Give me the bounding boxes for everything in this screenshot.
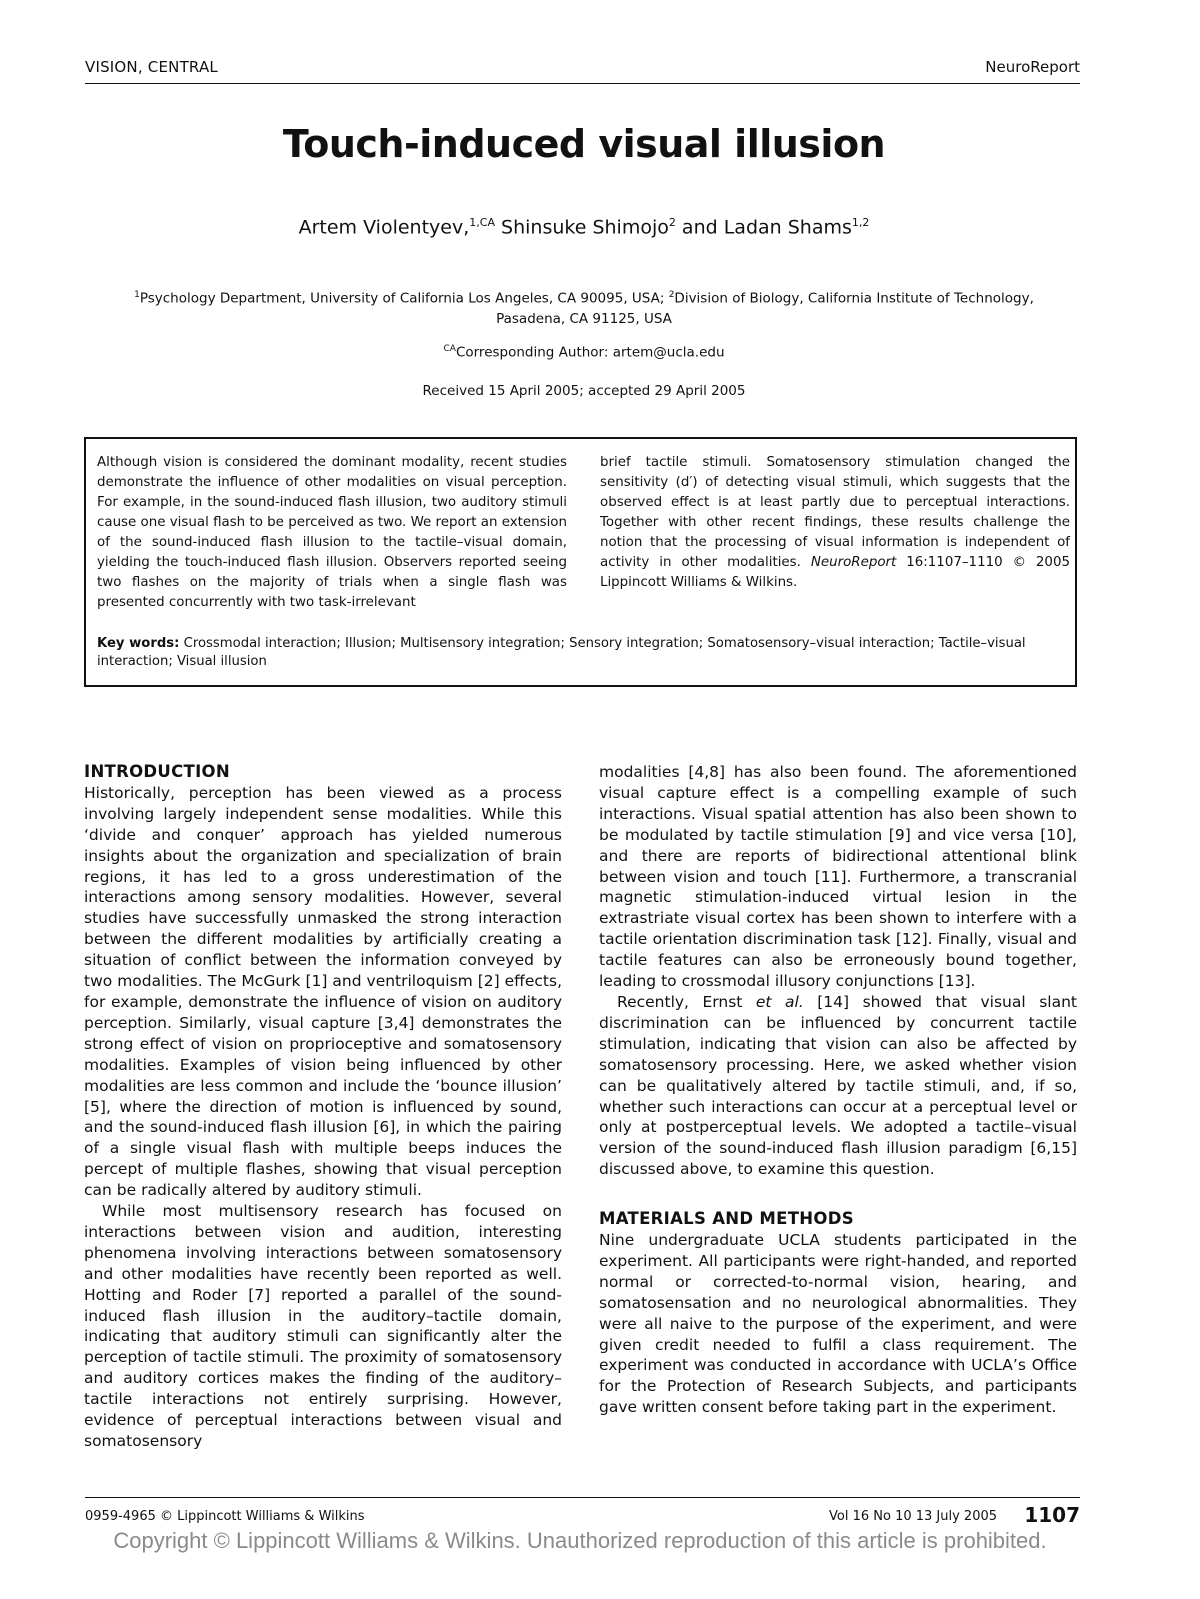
paragraph-text: Recently, Ernst (617, 992, 743, 1011)
footer-volume: Vol 16 No 10 13 July 2005 (829, 1509, 998, 1524)
keywords (97, 635, 1067, 671)
author-name: Artem Violentyev, (298, 216, 470, 239)
paragraph: While most multisensory research has focused on interactions between vision and audition, interesting phenomena involving interactions between somatosensory and other modalities have recently been reported as well. Hotting and Roder [7] reported a parallel of the sound-induced flash illusion in the auditory–tactile domain, indicating that auditory stimuli can significantly alter the perception of tactile stimuli. The proximity of somatosensory and auditory cortices makes the finding of the auditory–tactile interactions not entirely surprising. However, evidence of perceptual interactions between visual and somatosensory (84, 1202, 562, 1450)
author-affiliation-mark: 1,CA (469, 216, 495, 229)
received-dates: Received 15 April 2005; accepted 29 April 2005 (422, 383, 746, 399)
affiliation-mark: 2 (668, 290, 675, 300)
author-list (0, 216, 1168, 238)
article-title: Touch-induced visual illusion (282, 122, 886, 166)
author-affiliation-mark: 1,2 (851, 216, 870, 229)
corresponding-text: Corresponding Author: artem@ucla.edu (455, 344, 725, 361)
keywords-label: Key words: (97, 636, 180, 651)
author-name: Shinsuke Shimojo (501, 216, 669, 239)
body-left-column (84, 762, 562, 1452)
body-right-column (599, 762, 1077, 1418)
affiliation-text: Psychology Department, University of California Los Angeles, CA 90095, USA; (139, 290, 665, 307)
citation-details: 16:1107–1110 © 2005 Lippincott Williams & Wilkins. (600, 555, 1070, 590)
affiliation-mark: 1 (134, 290, 140, 300)
paragraph: modalities [4,8] has also been found. The aforementioned visual capture effect is a compelling example of such interactions. Visual spatial attention has also been shown to be modulated by tactile stimulation [9] and vice versa [10], and there are reports of bidirectional attentional blink between vision and touch [11]. Furthermore, a transcranial magnetic stimulation-induced virtual lesion in the extrastriate visual cortex has been shown to interfere with a tactile orientation discrimination task [12]. Finally, visual and tactile features can also be erroneously bound together, leading to crossmodal illusory conjunctions [13]. (599, 763, 1077, 991)
section-heading: MATERIALS AND METHODS (599, 1209, 854, 1229)
abstract-box (84, 437, 1077, 687)
copyright-notice: Copyright © Lippincott Williams & Wilkins. Unauthorized reproduction of this article is prohibited. (113, 1528, 1047, 1553)
footer-rule (85, 1497, 1080, 1498)
affiliation-text: Division of Biology, California Institute of Technology, Pasadena, CA 91125, USA (496, 290, 1034, 327)
footer-issn: 0959-4965 © Lippincott Williams & Wilkins (85, 1509, 365, 1524)
running-head-section: VISION, CENTRAL (85, 58, 218, 76)
header-rule (85, 83, 1080, 84)
paragraph: Historically, perception has been viewed as a process involving largely independent sense modalities. While this ‘divide and conquer’ approach has yielded numerous insights about the organization and specialization of brain regions, it has led to a gross underestimation of the interactions among sensory modalities. However, several studies have successfully unmasked the strong interaction between the different modalities by artificially creating a situation of conflict between the information conveyed by two modalities. The McGurk [1] and ventriloquism [2] effects, for example, demonstrate the influence of vision on auditory perception. Similarly, visual capture [3,4] demonstrates the strong effect of vision on proprioceptive and somatosensory modalities. Examples of vision being influenced by other modalities are less common and include the ‘bounce illusion’ [5], where the direction of motion is influenced by sound, and the sound-induced flash illusion [6], in which the pairing of a single visual flash with multiple beeps induces the percept of multiple flashes, showing that visual perception can be radically altered by auditory stimuli. (84, 783, 562, 1200)
affiliations (110, 285, 1058, 329)
paragraph: Nine undergraduate UCLA students participated in the experiment. All participants were right-handed, and reported normal or corrected-to-normal vision, hearing, and somatosensation and no neurological abnormalities. They were all naive to the purpose of the experiment, and were given credit needed to fulfil a class requirement. The experiment was conducted in accordance with UCLA’s Office for the Protection of Research Subjects, and participants gave written consent before taking part in the experiment. (599, 1231, 1077, 1417)
section-heading: INTRODUCTION (84, 762, 230, 781)
author-name: Ladan Shams (723, 216, 852, 239)
author-affiliation-mark: 2 (668, 216, 676, 229)
corresponding-mark: CA (443, 344, 456, 354)
et-al: et al. (755, 992, 804, 1011)
section-gap (599, 1180, 1077, 1209)
citation-journal: NeuroReport (810, 555, 897, 570)
author-conjunction: and (681, 216, 718, 239)
abstract-right-column (600, 453, 1070, 593)
page-number: 1107 (1024, 1503, 1080, 1527)
abstract-text: brief tactile stimuli. Somatosensory stimulation changed the sensitivity (d′) of detecting visual stimuli, which suggests that the observed effect is at least partly due to perceptual interactions. Together with other recent findings, these results challenge the notion that the processing of visual information is independent of activity in other modalities. (600, 455, 1070, 570)
corresponding-author (0, 344, 1168, 361)
paragraph (599, 992, 1077, 1180)
keywords-text: Crossmodal interaction; Illusion; Multisensory integration; Sensory integration; Somatosensory–visual interaction; Tactile–visual interaction; Visual illusion (97, 636, 1026, 669)
paragraph-text: [14] showed that visual slant discrimination can be influenced by concurrent tactile stimulation, indicating that vision can also be affected by somatosensory processing. Here, we asked whether vision can be qualitatively altered by tactile stimuli, and, if so, whether such interactions can occur at a perceptual level or only at postperceptual levels. We adopted a tactile–visual version of the sound-induced flash illusion paradigm [6,15] discussed above, to examine this question. (599, 992, 1077, 1179)
abstract-left-column: Although vision is considered the dominant modality, recent studies demonstrate the influence of other modalities on visual perception. For example, in the sound-induced flash illusion, two auditory stimuli cause one visual flash to be perceived as two. We report an extension of the sound-induced flash illusion to the tactile–visual domain, yielding the touch-induced flash illusion. Observers reported seeing two flashes on the majority of trials when a single flash was presented concurrently with two task-irrelevant (97, 455, 567, 610)
running-head-journal: NeuroReport (985, 58, 1080, 76)
